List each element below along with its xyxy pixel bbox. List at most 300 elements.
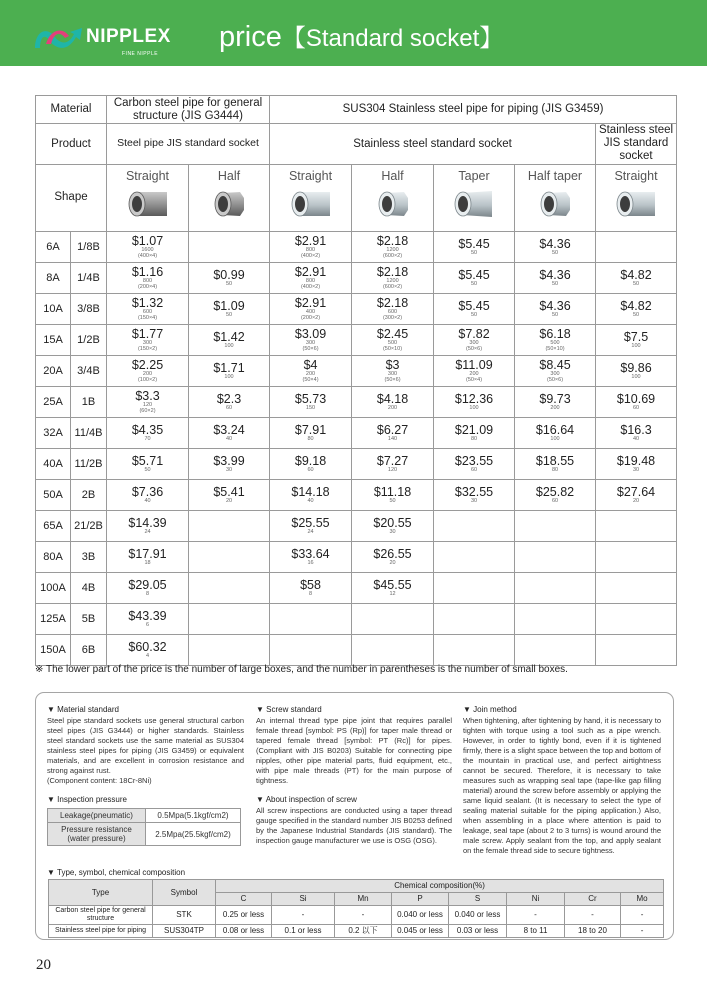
price-value: $5.73 bbox=[294, 391, 327, 406]
large-box-count: 50 bbox=[632, 280, 640, 287]
large-box-count: 16 bbox=[307, 559, 314, 566]
price-value: $7.5 bbox=[623, 329, 649, 344]
price-cell bbox=[352, 417, 434, 448]
price-value: $2.45 bbox=[376, 326, 409, 341]
shape-cell bbox=[596, 164, 677, 231]
price-cell bbox=[107, 355, 189, 386]
join-method-title: ▼ Join method bbox=[463, 705, 517, 714]
size-b: 1/4B bbox=[71, 262, 107, 293]
price-value: $9.73 bbox=[539, 391, 571, 406]
price-cell bbox=[596, 448, 677, 479]
price-cell bbox=[515, 293, 596, 324]
large-box-count: 4 bbox=[145, 652, 150, 659]
price-cell bbox=[270, 417, 352, 448]
large-box-count: 100 bbox=[550, 435, 560, 442]
shape-cell bbox=[515, 164, 596, 231]
price-value: $4.18 bbox=[376, 391, 409, 406]
size-b: 1/8B bbox=[71, 231, 107, 262]
pressure-value: 0.5Mpa(5.1kgf/cm2) bbox=[146, 809, 241, 823]
price-value: $4.35 bbox=[131, 422, 164, 437]
small-box-count: (50×4) bbox=[465, 376, 483, 383]
price-cell bbox=[270, 231, 352, 262]
price-cell bbox=[352, 541, 434, 572]
price-value: $11.18 bbox=[373, 484, 412, 499]
half-taper-socket-icon bbox=[538, 189, 572, 219]
empty-cell bbox=[596, 231, 677, 262]
price-value: $7.82 bbox=[458, 326, 490, 341]
chem-value: 18 to 20 bbox=[565, 925, 621, 938]
nipplex-logo[interactable] bbox=[32, 20, 187, 56]
price-cell bbox=[434, 479, 515, 510]
price-cell bbox=[189, 386, 270, 417]
chem-value: 0.2 以下 bbox=[335, 925, 392, 938]
size-b: 6B bbox=[71, 634, 107, 665]
size-a: 15A bbox=[36, 324, 71, 355]
price-value: $2.91 bbox=[294, 295, 327, 310]
half-socket-icon bbox=[212, 189, 246, 219]
price-value: $58 bbox=[300, 577, 321, 592]
large-box-count: 60 bbox=[551, 497, 559, 504]
chem-composition-header: Chemical composition(%) bbox=[216, 880, 664, 893]
price-value: $32.55 bbox=[454, 484, 494, 499]
chem-symbol: STK bbox=[153, 906, 216, 925]
price-value: $3.24 bbox=[213, 422, 245, 437]
large-box-count: 50 bbox=[144, 466, 151, 473]
size-b: 5B bbox=[71, 603, 107, 634]
price-cell bbox=[107, 417, 189, 448]
price-cell bbox=[515, 324, 596, 355]
small-box-count: (50×6) bbox=[465, 345, 483, 352]
large-box-count: 8 bbox=[145, 590, 150, 597]
price-value: $0.99 bbox=[213, 267, 245, 282]
large-box-count: 150 bbox=[305, 404, 316, 411]
empty-cell bbox=[596, 634, 677, 665]
price-value: $14.18 bbox=[291, 484, 330, 499]
price-cell bbox=[352, 448, 434, 479]
price-cell bbox=[270, 479, 352, 510]
price-cell bbox=[434, 417, 515, 448]
large-box-count: 500 bbox=[387, 339, 398, 346]
small-box-count: (50×10) bbox=[382, 345, 403, 352]
empty-cell bbox=[596, 572, 677, 603]
shape-name: Half taper bbox=[527, 168, 583, 183]
chemical-composition-table bbox=[48, 879, 664, 938]
empty-cell bbox=[434, 541, 515, 572]
size-row bbox=[36, 510, 677, 541]
price-cell bbox=[352, 293, 434, 324]
size-row bbox=[36, 448, 677, 479]
size-b: 2B bbox=[71, 479, 107, 510]
price-cell bbox=[515, 479, 596, 510]
shape-name: Half bbox=[217, 168, 241, 183]
chem-value: - bbox=[621, 925, 664, 938]
price-value: $4.82 bbox=[620, 267, 652, 282]
small-box-count: (400×4) bbox=[137, 252, 158, 259]
empty-cell bbox=[596, 510, 677, 541]
price-cell bbox=[270, 510, 352, 541]
price-cell bbox=[107, 572, 189, 603]
large-box-count: 30 bbox=[225, 466, 233, 473]
screw-standard-section bbox=[256, 705, 452, 846]
straight-socket-icon bbox=[126, 189, 170, 219]
chem-element-header: Ni bbox=[507, 893, 565, 906]
small-box-count: (150×2) bbox=[137, 345, 158, 352]
chem-value: - bbox=[272, 906, 335, 925]
empty-cell bbox=[434, 634, 515, 665]
large-box-count: 60 bbox=[307, 466, 314, 473]
large-box-count: 800 bbox=[305, 246, 316, 253]
brand-subtitle: FINE NIPPLE bbox=[122, 51, 159, 57]
size-a: 10A bbox=[36, 293, 71, 324]
large-box-count: 50 bbox=[470, 280, 478, 287]
chem-symbol-header: Symbol bbox=[153, 880, 216, 906]
size-a: 32A bbox=[36, 417, 71, 448]
shape-name: Straight bbox=[125, 168, 170, 183]
price-cell bbox=[352, 262, 434, 293]
small-box-count: (50×10) bbox=[545, 345, 565, 352]
shape-name: Straight bbox=[288, 168, 333, 183]
price-value: $11.09 bbox=[455, 357, 493, 372]
small-box-count: (600×2) bbox=[382, 283, 403, 290]
empty-cell bbox=[596, 541, 677, 572]
price-value: $2.25 bbox=[131, 357, 164, 372]
screw-inspection-title: ▼ About inspection of screw bbox=[256, 795, 357, 804]
price-cell bbox=[515, 417, 596, 448]
straight-socket-icon bbox=[289, 189, 333, 219]
chem-value: 0.045 or less bbox=[392, 925, 449, 938]
empty-cell bbox=[352, 634, 434, 665]
shape-cell bbox=[352, 164, 434, 231]
join-method-section bbox=[463, 705, 661, 856]
price-cell bbox=[515, 262, 596, 293]
price-value: $1.71 bbox=[213, 360, 245, 375]
large-box-count: 12 bbox=[389, 590, 396, 597]
price-value: $5.45 bbox=[458, 236, 490, 251]
price-cell bbox=[352, 355, 434, 386]
shape-cell bbox=[107, 164, 189, 231]
price-cell bbox=[352, 231, 434, 262]
price-cell bbox=[107, 479, 189, 510]
taper-socket-icon bbox=[452, 189, 496, 219]
price-cell bbox=[270, 293, 352, 324]
size-b: 11/2B bbox=[71, 448, 107, 479]
large-box-count: 600 bbox=[142, 308, 153, 315]
size-a: 150A bbox=[36, 634, 71, 665]
price-cell bbox=[596, 386, 677, 417]
large-box-count: 30 bbox=[470, 497, 478, 504]
chem-element-header: P bbox=[392, 893, 449, 906]
price-value: $4.36 bbox=[539, 236, 571, 251]
product-row bbox=[36, 124, 677, 165]
price-value: $9.86 bbox=[620, 360, 652, 375]
large-box-count: 300 bbox=[305, 339, 316, 346]
size-b: 3B bbox=[71, 541, 107, 572]
size-row bbox=[36, 479, 677, 510]
price-cell bbox=[515, 231, 596, 262]
large-box-count: 20 bbox=[632, 497, 640, 504]
price-cell bbox=[434, 262, 515, 293]
chem-type: Stainless steel pipe for piping bbox=[49, 925, 153, 938]
price-value: $2.18 bbox=[376, 295, 409, 310]
price-value: $6.18 bbox=[539, 326, 571, 341]
price-value: $4.36 bbox=[539, 298, 571, 313]
price-cell bbox=[434, 448, 515, 479]
price-value: $3.99 bbox=[213, 453, 245, 468]
size-row bbox=[36, 541, 677, 572]
large-box-count: 120 bbox=[142, 401, 153, 408]
price-cell bbox=[596, 479, 677, 510]
chem-value: 0.08 or less bbox=[216, 925, 272, 938]
price-value: $43.39 bbox=[128, 608, 167, 623]
large-box-count: 120 bbox=[387, 466, 398, 473]
large-box-count: 24 bbox=[307, 528, 314, 535]
price-cell bbox=[270, 386, 352, 417]
price-value: $6.27 bbox=[376, 422, 409, 437]
title-word: price bbox=[219, 21, 282, 53]
empty-cell bbox=[515, 510, 596, 541]
large-box-count: 200 bbox=[550, 404, 560, 411]
price-value: $7.91 bbox=[294, 422, 327, 437]
price-cell bbox=[189, 479, 270, 510]
material-sus: SUS304 Stainless steel pipe for piping (JIS G3459) bbox=[270, 96, 677, 124]
large-box-count: 300 bbox=[550, 370, 560, 377]
shape-name: Half bbox=[381, 168, 404, 183]
small-box-count: (60×2) bbox=[139, 407, 156, 414]
price-value: $2.18 bbox=[376, 233, 409, 248]
size-b: 21/2B bbox=[71, 510, 107, 541]
large-box-count: 18 bbox=[144, 559, 151, 566]
small-box-count: (400×2) bbox=[300, 283, 321, 290]
large-box-count: 100 bbox=[224, 342, 234, 349]
size-a: 25A bbox=[36, 386, 71, 417]
large-box-count: 200 bbox=[305, 370, 316, 377]
large-box-count: 6 bbox=[145, 621, 150, 628]
price-value: $25.55 bbox=[291, 515, 330, 530]
chem-value: 0.040 or less bbox=[392, 906, 449, 925]
price-cell bbox=[270, 262, 352, 293]
chem-symbol: SUS304TP bbox=[153, 925, 216, 938]
shape-cell bbox=[434, 164, 515, 231]
price-value: $1.42 bbox=[213, 329, 245, 344]
pressure-label: Pressure resistance (water pressure) bbox=[48, 823, 146, 846]
chem-value: - bbox=[565, 906, 621, 925]
size-row bbox=[36, 231, 677, 262]
price-value: $2.91 bbox=[294, 264, 327, 279]
pressure-label: Leakage(pneumatic) bbox=[48, 809, 146, 823]
price-cell bbox=[189, 324, 270, 355]
small-box-count: (600×2) bbox=[382, 252, 403, 259]
large-box-count: 800 bbox=[142, 277, 153, 284]
price-cell bbox=[434, 231, 515, 262]
inspection-pressure-table bbox=[47, 808, 241, 846]
large-box-count: 40 bbox=[144, 497, 151, 504]
shape-cell bbox=[270, 164, 352, 231]
size-row bbox=[36, 634, 677, 665]
price-value: $1.32 bbox=[131, 295, 164, 310]
chem-value: 0.040 or less bbox=[449, 906, 507, 925]
small-box-count: (50×6) bbox=[546, 376, 564, 383]
chem-header-row bbox=[49, 880, 664, 893]
size-a: 65A bbox=[36, 510, 71, 541]
join-method-text: When tightening, after tightening by hand, it is necessary to tighten with torque using a tool such as a pipe wrench. However, in order to tightly bond, even if it is tightened firmly, there is a slight space between the top and bottom of the mountain in practical use, and perfect airtightness cannot be secured. Therefore, it is necessary to take measures such as wrapping seal tape (tape-like gap filling material) around the screw before assembly or applying the same liquid sealant. (It is necessary to select the type of sealing material suitable for the piping application.) Also, when assembling in a place where attention is paid to leakage, seal tape (about 2 to 3 turns) is wound around the male screw. Apply sealant from the top, and apply sealant on the female thread side to secure tightness. bbox=[463, 716, 661, 855]
large-box-count: 140 bbox=[387, 435, 398, 442]
empty-cell bbox=[515, 541, 596, 572]
price-value: $27.64 bbox=[616, 484, 656, 499]
size-a: 6A bbox=[36, 231, 71, 262]
pressure-row bbox=[48, 809, 241, 823]
price-value: $1.77 bbox=[131, 326, 164, 341]
price-value: $25.82 bbox=[535, 484, 575, 499]
size-row bbox=[36, 572, 677, 603]
price-value: $9.18 bbox=[294, 453, 327, 468]
large-box-count: 50 bbox=[551, 280, 559, 287]
price-value: $8.45 bbox=[539, 357, 571, 372]
price-table bbox=[35, 95, 677, 666]
material-standard-text: Steel pipe standard sockets use general structural carbon steel pipes (JIS G3444) or higher standards. Stainless steel standard sockets use the same material as SUS304 stainless steel pipes for piping (JIS G3459) or equivalent materials, and are excellent in corrosion resistance and strong against rust. bbox=[47, 716, 244, 775]
chemical-composition-title: ▼ Type, symbol, chemical composition bbox=[47, 868, 186, 877]
price-value: $5.41 bbox=[213, 484, 245, 499]
chem-value: 0.1 or less bbox=[272, 925, 335, 938]
size-row bbox=[36, 262, 677, 293]
size-row bbox=[36, 355, 677, 386]
price-cell bbox=[596, 417, 677, 448]
chem-type-header: Type bbox=[49, 880, 153, 906]
product-sus-jis: Stainless steel JIS standard socket bbox=[596, 124, 677, 165]
chem-row bbox=[49, 925, 664, 938]
pressure-row bbox=[48, 823, 241, 846]
empty-cell bbox=[434, 510, 515, 541]
large-box-count: 80 bbox=[307, 435, 314, 442]
small-box-count: (200×2) bbox=[300, 314, 321, 321]
small-box-count: (50×6) bbox=[302, 345, 319, 352]
size-b: 1B bbox=[71, 386, 107, 417]
pressure-value: 2.5Mpa(25.5kgf/cm2) bbox=[146, 823, 241, 846]
large-box-count: 50 bbox=[470, 311, 478, 318]
price-value: $1.16 bbox=[131, 264, 164, 279]
size-row bbox=[36, 293, 677, 324]
straight-socket-icon bbox=[614, 189, 658, 219]
price-cell bbox=[596, 355, 677, 386]
price-value: $3.09 bbox=[294, 326, 327, 341]
price-cell bbox=[515, 355, 596, 386]
large-box-count: 60 bbox=[225, 404, 233, 411]
product-label: Product bbox=[36, 124, 107, 165]
small-box-count: (400×2) bbox=[300, 252, 321, 259]
price-cell bbox=[352, 572, 434, 603]
price-cell bbox=[596, 324, 677, 355]
price-cell bbox=[107, 231, 189, 262]
chem-element-header: C bbox=[216, 893, 272, 906]
price-value: $18.55 bbox=[535, 453, 575, 468]
size-a: 50A bbox=[36, 479, 71, 510]
large-box-count: 1600 bbox=[141, 246, 154, 253]
empty-cell bbox=[352, 603, 434, 634]
shape-label: Shape bbox=[36, 164, 107, 231]
product-carbon: Steel pipe JIS standard socket bbox=[107, 124, 270, 165]
info-box bbox=[35, 692, 674, 940]
price-cell bbox=[107, 386, 189, 417]
nipplex-logo-icon bbox=[32, 22, 86, 52]
large-box-count: 300 bbox=[142, 339, 153, 346]
large-box-count: 60 bbox=[632, 404, 640, 411]
price-cell bbox=[270, 324, 352, 355]
chem-element-header: Cr bbox=[565, 893, 621, 906]
small-box-count: (200×4) bbox=[137, 283, 158, 290]
empty-cell bbox=[434, 603, 515, 634]
large-box-count: 60 bbox=[470, 466, 478, 473]
size-b: 11/4B bbox=[71, 417, 107, 448]
shape-name: Taper bbox=[458, 168, 490, 183]
price-value: $3.3 bbox=[135, 388, 160, 403]
price-value: $1.07 bbox=[131, 233, 164, 248]
half-socket-icon bbox=[376, 189, 410, 219]
price-value: $29.05 bbox=[128, 577, 167, 592]
size-a: 125A bbox=[36, 603, 71, 634]
chem-row bbox=[49, 906, 664, 925]
price-cell bbox=[189, 293, 270, 324]
price-value: $4.82 bbox=[620, 298, 652, 313]
price-cell bbox=[270, 448, 352, 479]
large-box-count: 100 bbox=[469, 404, 479, 411]
empty-cell bbox=[189, 572, 270, 603]
large-box-count: 600 bbox=[387, 308, 398, 315]
product-sus: Stainless steel standard socket bbox=[270, 124, 596, 165]
size-b: 1/2B bbox=[71, 324, 107, 355]
price-cell bbox=[107, 634, 189, 665]
large-box-count: 400 bbox=[305, 308, 316, 315]
large-box-count: 20 bbox=[389, 559, 396, 566]
large-box-count: 40 bbox=[225, 435, 233, 442]
price-cell bbox=[596, 262, 677, 293]
large-box-count: 70 bbox=[144, 435, 151, 442]
large-box-count: 40 bbox=[632, 435, 640, 442]
size-a: 100A bbox=[36, 572, 71, 603]
price-value: $45.55 bbox=[373, 577, 412, 592]
material-standard-title: ▼ Material standard bbox=[47, 705, 119, 714]
price-cell bbox=[352, 386, 434, 417]
shape-row bbox=[36, 164, 677, 231]
price-value: $20.55 bbox=[373, 515, 412, 530]
size-row bbox=[36, 603, 677, 634]
large-box-count: 50 bbox=[632, 311, 640, 318]
large-box-count: 800 bbox=[305, 277, 316, 284]
price-value: $16.64 bbox=[535, 422, 575, 437]
chem-element-header: Mo bbox=[621, 893, 664, 906]
large-box-count: 24 bbox=[144, 528, 151, 535]
large-box-count: 300 bbox=[387, 370, 398, 377]
price-cell bbox=[189, 417, 270, 448]
large-box-count: 100 bbox=[631, 342, 641, 349]
price-value: $16.3 bbox=[620, 422, 652, 437]
small-box-count: (300×2) bbox=[382, 314, 403, 321]
price-cell bbox=[107, 448, 189, 479]
price-value: $2.91 bbox=[294, 233, 327, 248]
large-box-count: 50 bbox=[389, 497, 396, 504]
size-a: 80A bbox=[36, 541, 71, 572]
price-cell bbox=[352, 510, 434, 541]
price-value: $33.64 bbox=[291, 546, 330, 561]
material-row bbox=[36, 96, 677, 124]
material-standard-section bbox=[47, 705, 244, 846]
price-cell bbox=[515, 386, 596, 417]
chem-value: - bbox=[335, 906, 392, 925]
price-value: $60.32 bbox=[128, 639, 167, 654]
shape-name: Straight bbox=[614, 168, 658, 183]
box-count-note: ※ The lower part of the price is the number of large boxes, and the number in parentheses is the number of small boxes. bbox=[35, 664, 568, 675]
empty-cell bbox=[270, 634, 352, 665]
large-box-count: 200 bbox=[387, 404, 398, 411]
size-a: 20A bbox=[36, 355, 71, 386]
